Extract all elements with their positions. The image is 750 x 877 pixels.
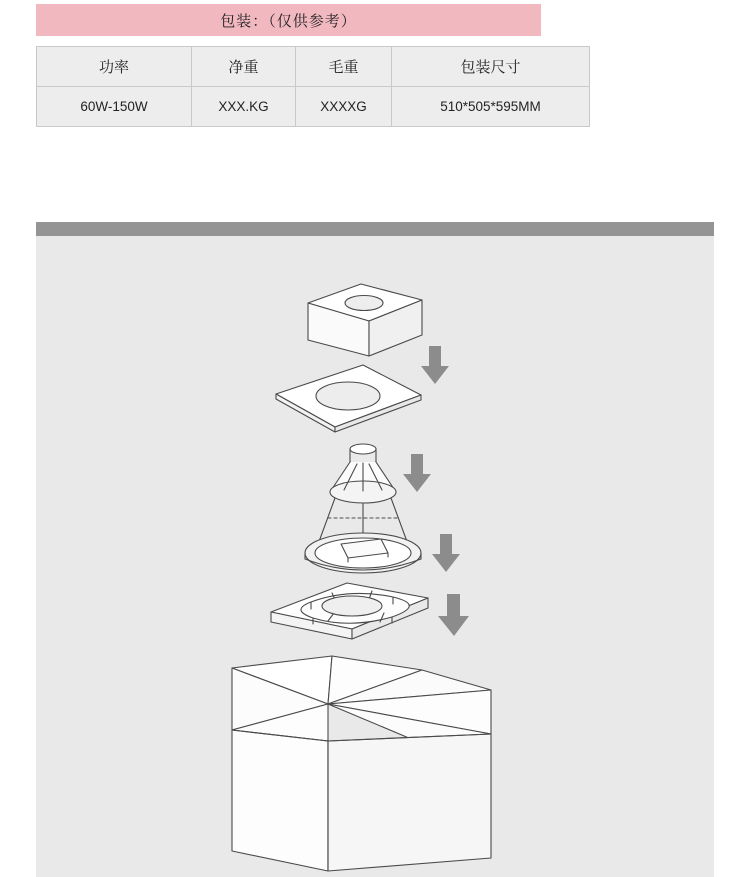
packaging-banner [36,4,541,36]
table-header-cell-power: 功率 [37,47,192,87]
table-cell-package-size-value: 510*505*595MM [392,87,590,127]
table-cell-power-value: 60W-150W [37,87,192,127]
arrow-2 [403,454,431,492]
table-cell-net-weight-value: XXX.KG [192,87,296,127]
table-row [37,87,590,127]
illustration-panel [36,222,750,877]
arrow-4 [438,594,469,636]
table-header-cell-package-size: 包装尺寸 [392,47,590,87]
table-header-row [37,47,590,87]
table-header-cell-net-weight: 净重 [192,47,296,87]
lamp-assembly [305,444,421,573]
packaging-table-wrapper [36,46,577,127]
packaging-banner-label: 包装：（仅供参考） [220,11,357,30]
bottom-foam-ring [271,583,428,639]
arrow-3 [432,534,460,572]
top-foam-block [308,284,422,356]
right-margin [714,0,750,877]
flat-board-with-hole [276,365,421,432]
illustration-title-bar [36,222,750,236]
table-cell-gross-weight-value: XXXXG [296,87,392,127]
arrow-1 [421,346,449,384]
table-header-cell-gross-weight: 毛重 [296,47,392,87]
packing-exploded-diagram [36,236,750,877]
packaging-table [36,46,590,127]
carton-box [232,656,491,871]
left-margin [0,0,36,877]
